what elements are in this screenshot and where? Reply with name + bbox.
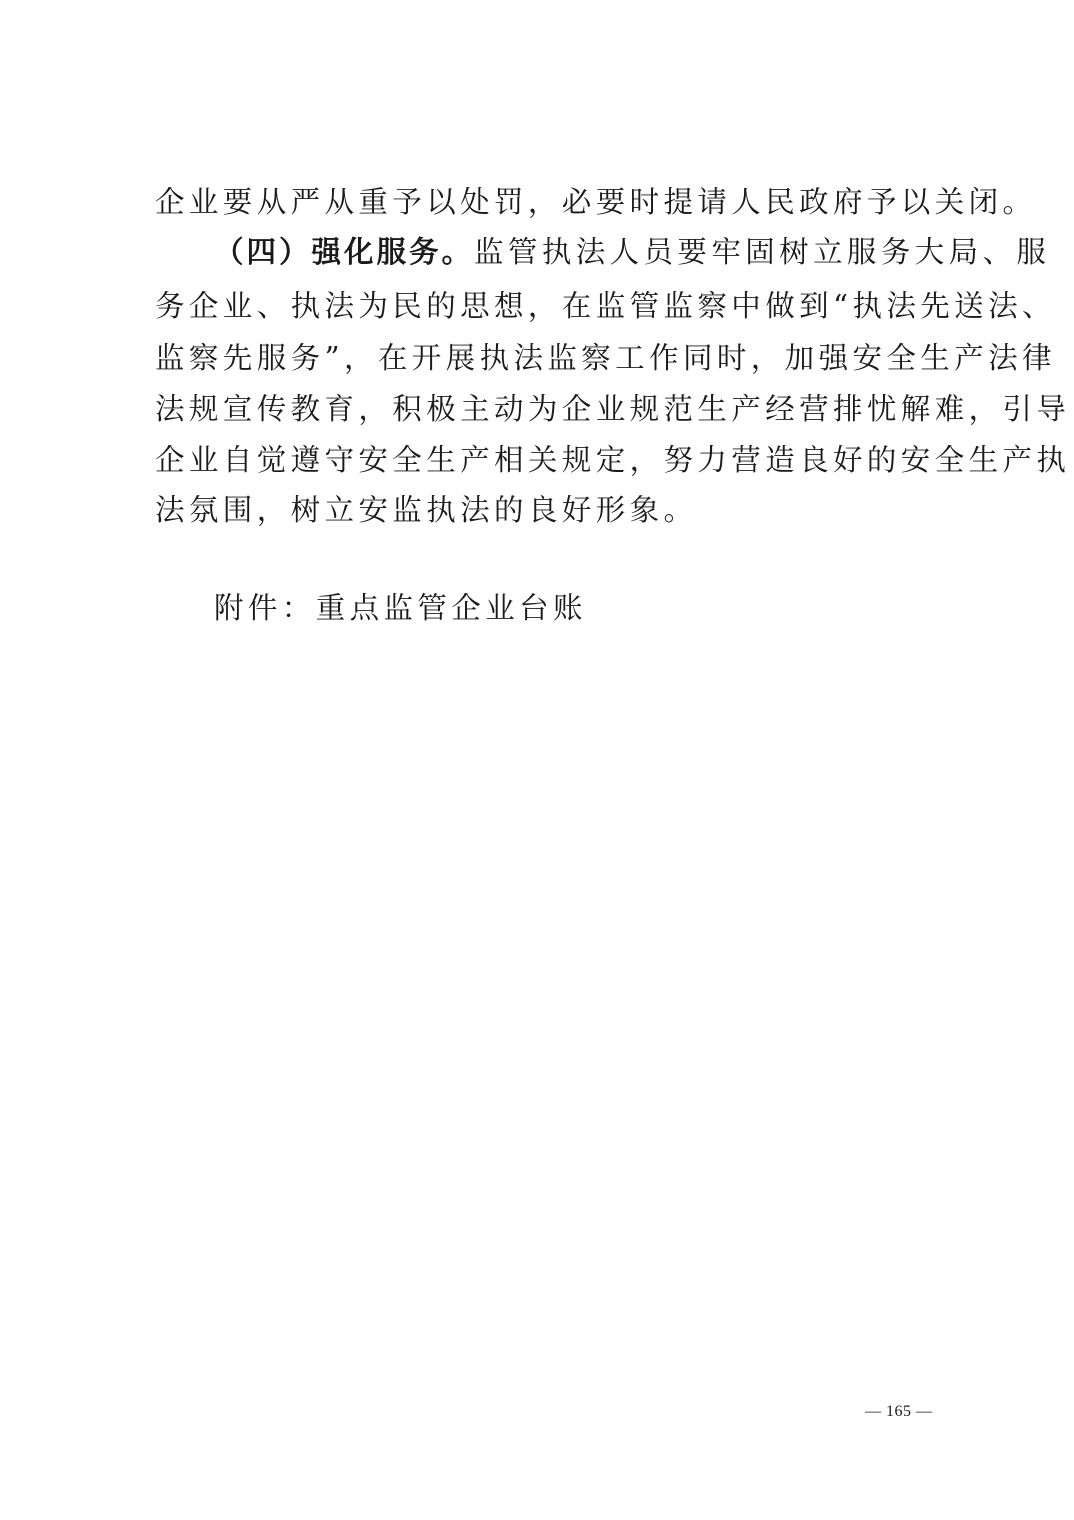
attachment-note: 附件：重点监管企业台账 [214, 591, 587, 625]
section-heading: （四）强化服务。 [214, 235, 475, 269]
paragraph-line: 法规宣传教育，积极主动为企业规范生产经营排忧解难，引导 [155, 392, 1071, 426]
paragraph-line: 企业自觉遵守安全生产相关规定，努力营造良好的安全生产执 [155, 443, 1071, 477]
paragraph-line: 企业要从严从重予以处罚，必要时提请人民政府予以关闭。 [155, 185, 1037, 219]
section-heading-line [214, 232, 1051, 272]
page-number: — 165 — [865, 1403, 933, 1420]
paragraph-line: 监察先服务”，在开展执法监察工作同时，加强安全生产法律 [155, 341, 1056, 375]
paragraph-line: 务企业、执法为民的思想，在监管监察中做到“执法先送法、 [155, 289, 1056, 323]
paragraph-line: 法氛围，树立安监执法的良好形象。 [155, 493, 698, 527]
paragraph-text: 监管执法人员要牢固树立服务大局、服 [474, 235, 1051, 269]
